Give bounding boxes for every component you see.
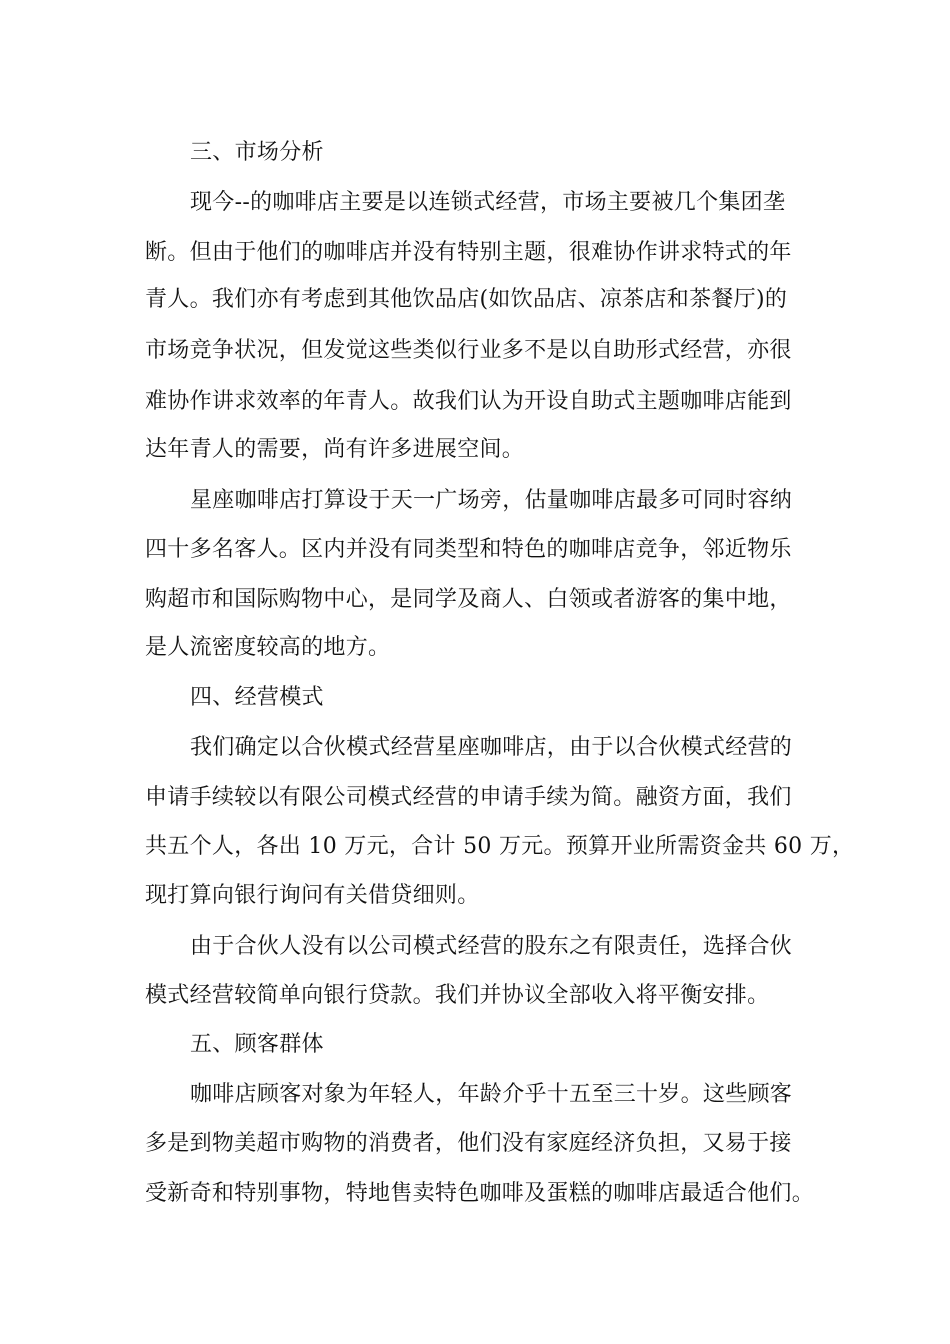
paragraph-line: 是人流密度较高的地方。 xyxy=(145,635,391,660)
paragraph-line: 模式经营较简单向银行贷款。我们并协议全部收入将平衡安排。 xyxy=(145,983,770,1008)
section-heading-business-model: 四、经营模式 xyxy=(190,685,324,710)
paragraph-line: 受新奇和特别事物，特地售卖特色咖啡及蛋糕的咖啡店最适合他们。 xyxy=(145,1181,815,1206)
paragraph-line: 购超市和国际购物中心，是同学及商人、白领或者游客的集中地， xyxy=(145,587,792,612)
paragraph-line: 多是到物美超市购物的消费者，他们没有家庭经济负担，又易于接 xyxy=(145,1131,792,1156)
paragraph-line: 由于合伙人没有以公司模式经营的股东之有限责任，选择合伙 xyxy=(190,934,793,959)
paragraph-line: 现今--的咖啡店主要是以连锁式经营，市场主要被几个集团垄 xyxy=(190,190,786,215)
paragraph-line: 现打算向银行询问有关借贷细则。 xyxy=(145,883,480,908)
section-heading-market-analysis: 三、市场分析 xyxy=(190,140,324,165)
paragraph-line: 青人。我们亦有考虑到其他饮品店(如饮品店、凉茶店和茶餐厅)的 xyxy=(145,287,788,312)
paragraph-line: 市场竞争状况，但发觉这些类似行业多不是以自助形式经营，亦很 xyxy=(145,338,792,363)
paragraph-line: 达年青人的需要，尚有许多进展空间。 xyxy=(145,437,525,462)
section-heading-customer-group: 五、顾客群体 xyxy=(190,1032,324,1057)
paragraph-line: 难协作讲求效率的年青人。故我们认为开设自助式主题咖啡店能到 xyxy=(145,389,792,414)
paragraph-line: 四十多名客人。区内并没有同类型和特色的咖啡店竞争，邻近物乐 xyxy=(145,537,792,562)
paragraph-line: 咖啡店顾客对象为年轻人，年龄介乎十五至三十岁。这些顾客 xyxy=(190,1082,793,1107)
paragraph-line: 我们确定以合伙模式经营星座咖啡店，由于以合伙模式经营的 xyxy=(190,735,793,760)
paragraph-line: 申请手续较以有限公司模式经营的申请手续为简。融资方面，我们 xyxy=(145,785,792,810)
paragraph-line: 断。但由于他们的咖啡店并没有特别主题，很难协作讲求特式的年 xyxy=(145,240,792,265)
paragraph-line: 星座咖啡店打算设于天一广场旁，估量咖啡店最多可同时容纳 xyxy=(190,488,793,513)
paragraph-line: 共五个人，各出 10 万元，合计 50 万元。预算开业所需资金共 60 万， xyxy=(145,834,855,859)
